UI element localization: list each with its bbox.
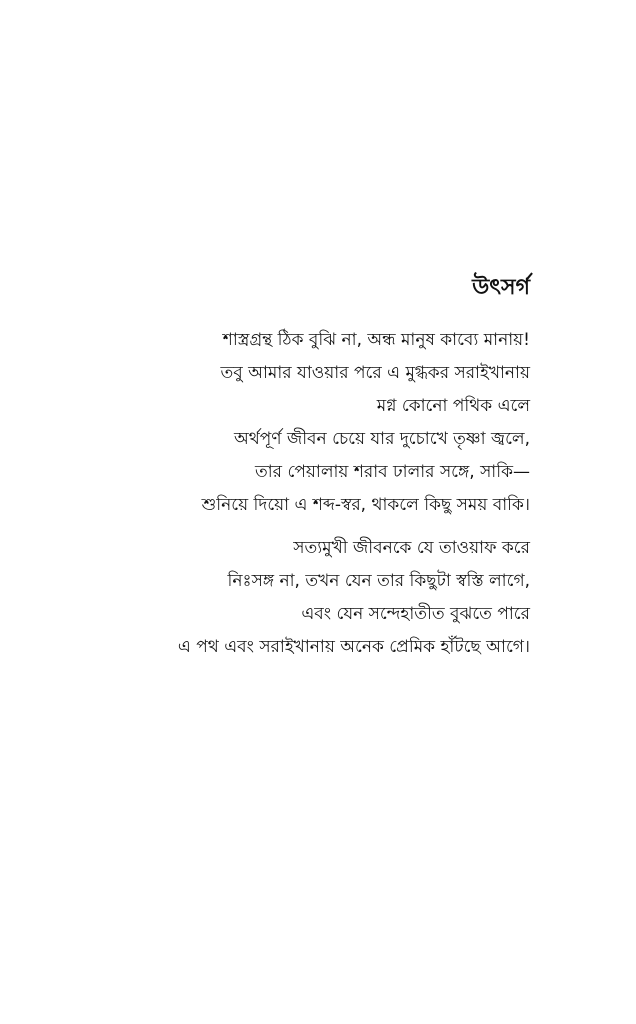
poem-line: শাস্ত্রগ্রন্থ ঠিক বুঝি না, অন্ধ মানুষ কাব্যে মানায়! [222, 330, 530, 350]
stanza-2 [60, 532, 530, 664]
poem-line: অর্থপূর্ণ জীবন চেয়ে যার দুচোখে তৃষ্ণা জ্বলে, [234, 429, 530, 449]
poem-line: এবং যেন সন্দেহাতীত বুঝতে পারে [301, 604, 530, 624]
poem-line: মগ্ন কোনো পথিক এলে [376, 396, 530, 416]
poem-line: তার পেয়ালায় শরাব ঢালার সঙ্গে, সাকি— [255, 462, 530, 482]
poem-line: শুনিয়ে দিয়ো এ শব্দ-স্বর, থাকলে কিছু সময় বাকি। [201, 495, 530, 515]
poem-line: তবু আমার যাওয়ার পরে এ মুগ্ধকর সরাইখানায় [220, 363, 530, 383]
dedication-section [60, 272, 530, 664]
poem-line: সত্যমুখী জীবনকে যে তাওয়াফ করে [293, 538, 530, 558]
poem-line: এ পথ এবং সরাইখানায় অনেক প্রেমিক হাঁটছে আগে। [177, 637, 530, 657]
stanza-1 [60, 324, 530, 522]
dedication-heading: উৎসর্গ [472, 275, 530, 300]
poem-line: নিঃসঙ্গ না, তখন যেন তার কিছুটা স্বস্তি লাগে, [227, 571, 530, 591]
